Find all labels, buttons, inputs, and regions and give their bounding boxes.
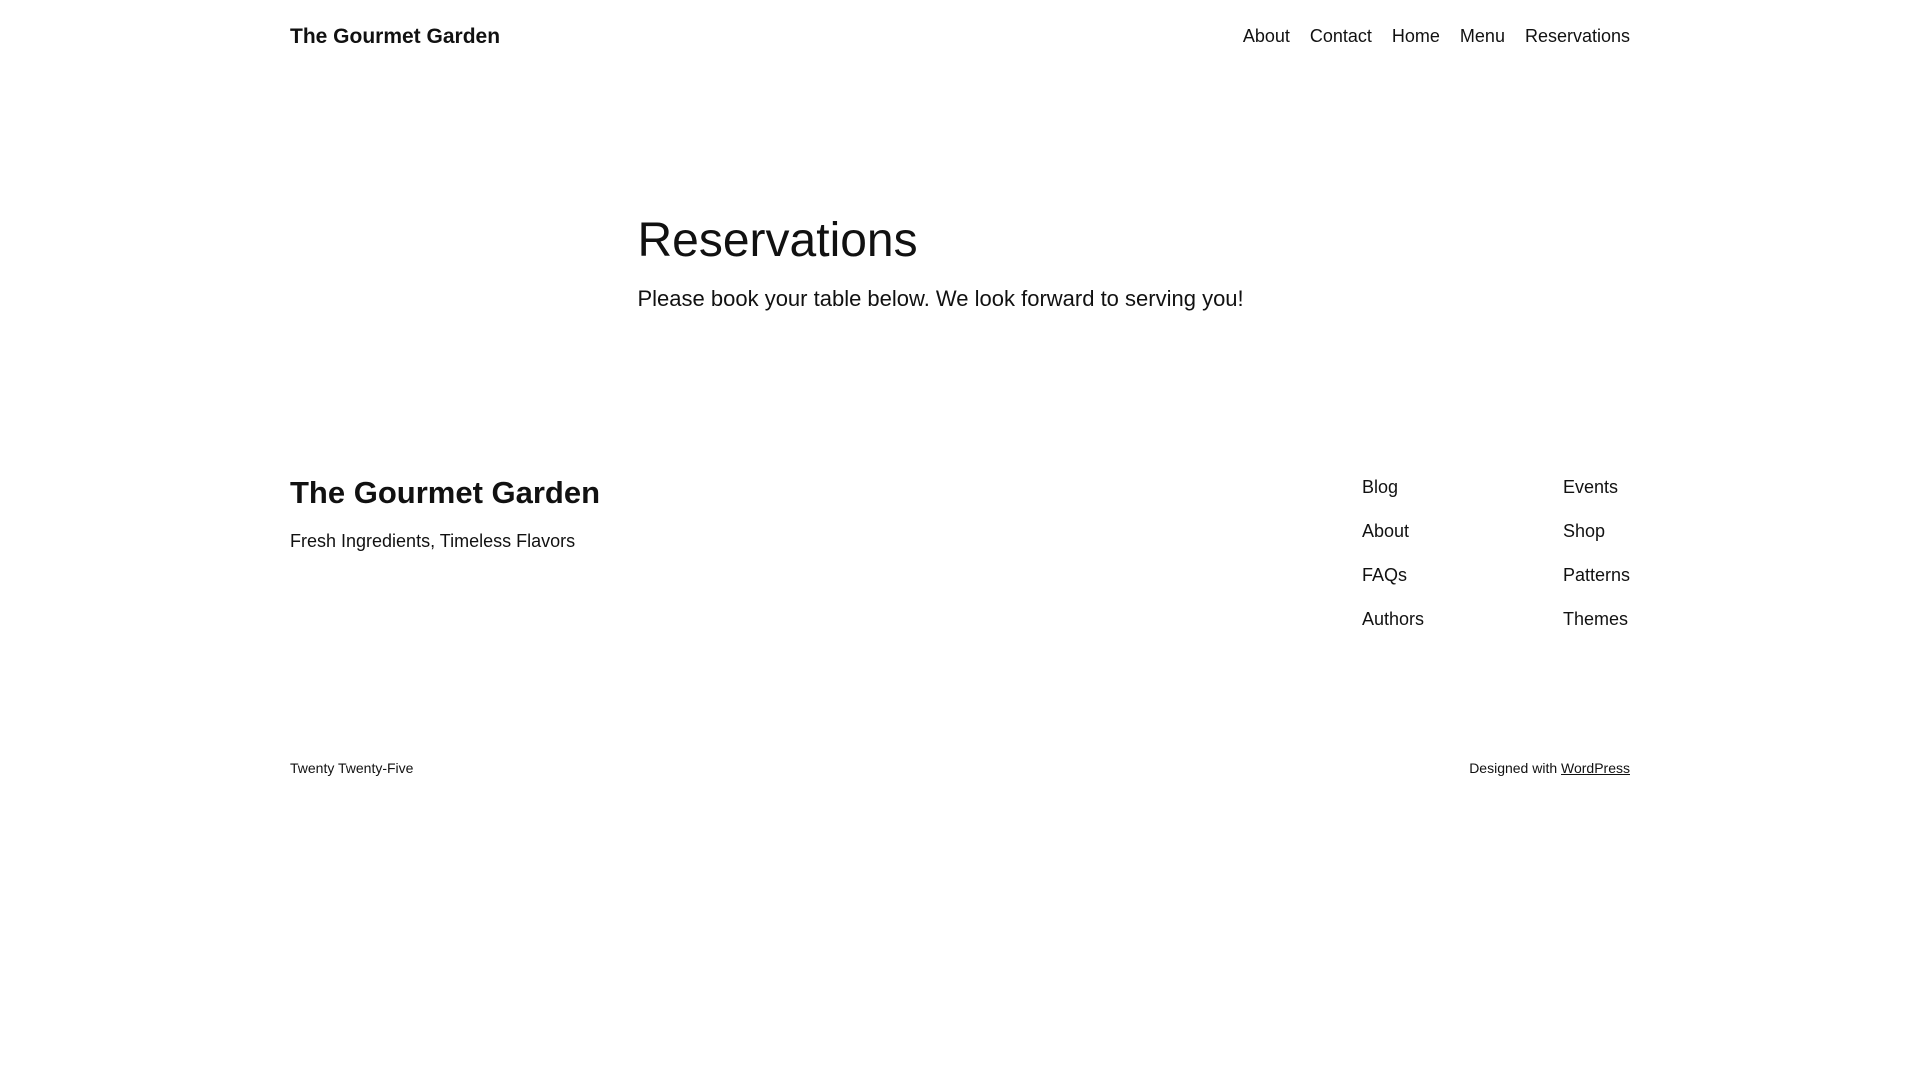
- designed-with-text: Designed with: [1469, 760, 1562, 777]
- page-title: Reservations: [637, 214, 918, 268]
- nav-link-contact[interactable]: Contact: [1309, 25, 1372, 46]
- footer-link-events[interactable]: Events: [1562, 477, 1618, 498]
- footer-link-themes[interactable]: Themes: [1562, 609, 1628, 630]
- footer-link-about[interactable]: About: [1361, 521, 1409, 542]
- footer-link-column-2: [1563, 474, 1630, 633]
- site-footer: [0, 474, 1920, 839]
- footer-link-patterns[interactable]: Patterns: [1562, 565, 1630, 586]
- nav-link-menu[interactable]: Menu: [1459, 25, 1505, 46]
- intro-text: Please book your table below. We look forward to serving you!: [637, 286, 1244, 312]
- footer-tagline: Fresh Ingredients, Timeless Flavors: [290, 530, 576, 551]
- footer-link-shop[interactable]: Shop: [1562, 521, 1605, 542]
- page-content: [0, 213, 1920, 315]
- primary-nav: [1243, 26, 1630, 48]
- nav-link-home[interactable]: Home: [1391, 25, 1440, 46]
- footer-link-faqs[interactable]: FAQs: [1361, 565, 1407, 586]
- wordpress-link[interactable]: WordPress: [1561, 760, 1630, 777]
- footer-site-title: The Gourmet Garden: [290, 475, 601, 511]
- site-title[interactable]: The Gourmet Garden: [290, 25, 501, 48]
- footer-link-column-1: [1362, 474, 1563, 633]
- footer-brand: [290, 474, 1362, 554]
- nav-link-about[interactable]: About: [1242, 25, 1290, 46]
- site-header: [0, 0, 1920, 49]
- theme-credit: Twenty Twenty-Five: [290, 760, 414, 777]
- nav-link-reservations[interactable]: Reservations: [1524, 25, 1630, 46]
- footer-link-columns: [1362, 474, 1630, 633]
- designed-with-credit: [1469, 758, 1630, 779]
- footer-link-authors[interactable]: Authors: [1361, 609, 1424, 630]
- footer-link-blog[interactable]: Blog: [1361, 477, 1398, 498]
